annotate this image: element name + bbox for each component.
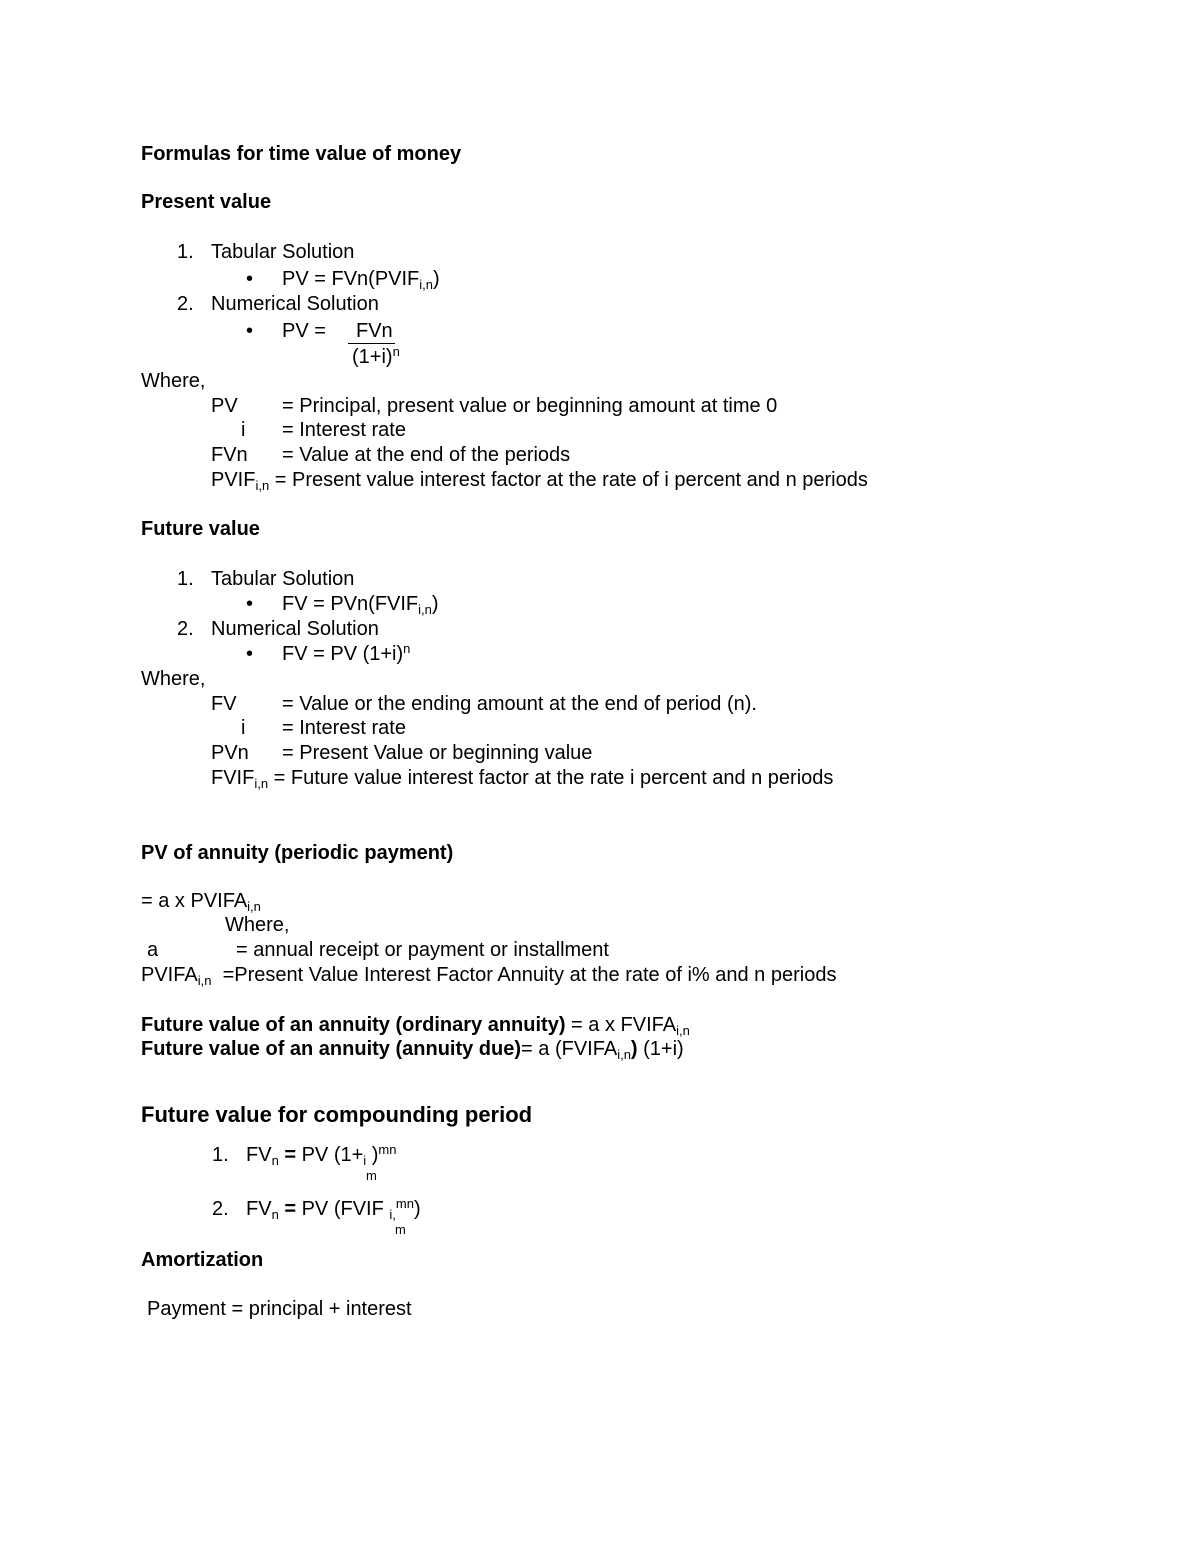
subscript-m: m xyxy=(366,1168,377,1183)
list-number: 1. xyxy=(177,568,194,590)
def-desc: = Value at the end of the periods xyxy=(282,444,571,466)
formula-amortization: Payment = principal + interest xyxy=(147,1298,412,1320)
list-number: 1. xyxy=(177,241,194,263)
def-desc: = annual receipt or payment or installment xyxy=(236,939,609,961)
def-term: PVn xyxy=(211,742,249,764)
formula-pv-numerical: PV = xyxy=(282,320,326,342)
def-line: $PVIFA_{i,n}$ =Present Value Interest Factor Annuity at the rate of i% and n periods xyxy=(141,964,837,988)
def-desc: = Interest rate xyxy=(282,419,406,441)
list-number: 1. xyxy=(212,1144,229,1166)
list-number: 2. xyxy=(212,1198,229,1220)
where-label: Where, xyxy=(225,914,290,936)
section-heading-compounding: Future value for compounding period xyxy=(141,1102,533,1127)
list-number: 2. xyxy=(177,618,194,640)
bullet: • xyxy=(246,643,254,665)
list-number: 2. xyxy=(177,293,194,315)
section-heading-present-value: Present value xyxy=(141,191,272,213)
def-line: $FVIF_{i,n}$ = Future value interest factor at the rate i percent and n periods xyxy=(211,767,834,791)
formula-fv-numerical: FV = PV $(1+i)^n$ xyxy=(282,641,411,665)
subscript-m: m xyxy=(395,1222,406,1237)
section-heading-pv-annuity: PV of annuity (periodic payment) xyxy=(141,842,454,864)
list-item: Numerical Solution xyxy=(211,293,379,315)
bullet: • xyxy=(246,268,254,290)
def-term: i xyxy=(241,717,246,739)
formula-fv-tabular: FV = $PVn(FVIF_{i,n})$ xyxy=(282,593,439,617)
formula-compounding-1: $FV_n$ = PV ($1+_i$ )$^{mn}$ xyxy=(246,1142,397,1168)
def-term: i xyxy=(241,419,246,441)
def-desc: = Interest rate xyxy=(282,717,406,739)
def-desc: = Value or the ending amount at the end of period (n). xyxy=(282,693,757,715)
def-desc: = Principal, present value or beginning amount at time 0 xyxy=(282,395,778,417)
where-label: Where, xyxy=(141,668,206,690)
formula-pv-annuity: = a x $PVIFA_{i,n}$ xyxy=(141,890,261,914)
list-item: Tabular Solution xyxy=(211,241,355,263)
list-item: Tabular Solution xyxy=(211,568,355,590)
bullet: • xyxy=(246,320,254,342)
formula-compounding-2: $FV_n$ = PV (FVIF $_{i,}^{mn}$) xyxy=(246,1196,421,1222)
page-title: Formulas for time value of money xyxy=(141,143,462,165)
bullet: • xyxy=(246,593,254,615)
list-item: Numerical Solution xyxy=(211,618,379,640)
def-term: FVn xyxy=(211,444,248,466)
formula-pv-tabular: PV = $FVn(PVIF_{i,n})$ xyxy=(282,268,440,292)
where-label: Where, xyxy=(141,370,206,392)
fraction-denominator: $(1+i)^n$ xyxy=(352,344,400,368)
def-term: PV xyxy=(211,395,238,417)
formula-fv-annuity-due: Future value of an annuity (annuity due)= a $(FVIFA_{i,n})$ (1+i) xyxy=(141,1038,684,1062)
def-line: $PVIF_{i,n}$ = Present value interest factor at the rate of i percent and n periods xyxy=(211,469,868,493)
fraction-numerator: FVn xyxy=(348,319,395,344)
def-term: a xyxy=(147,939,159,961)
def-term: FV xyxy=(211,693,237,715)
formula-fv-annuity-ordinary: Future value of an annuity (ordinary annuity) = a x $FVIFA_{i,n}$ xyxy=(141,1014,690,1038)
section-heading-future-value: Future value xyxy=(141,518,260,540)
section-heading-amortization: Amortization xyxy=(141,1249,264,1271)
def-desc: = Present Value or beginning value xyxy=(282,742,593,764)
